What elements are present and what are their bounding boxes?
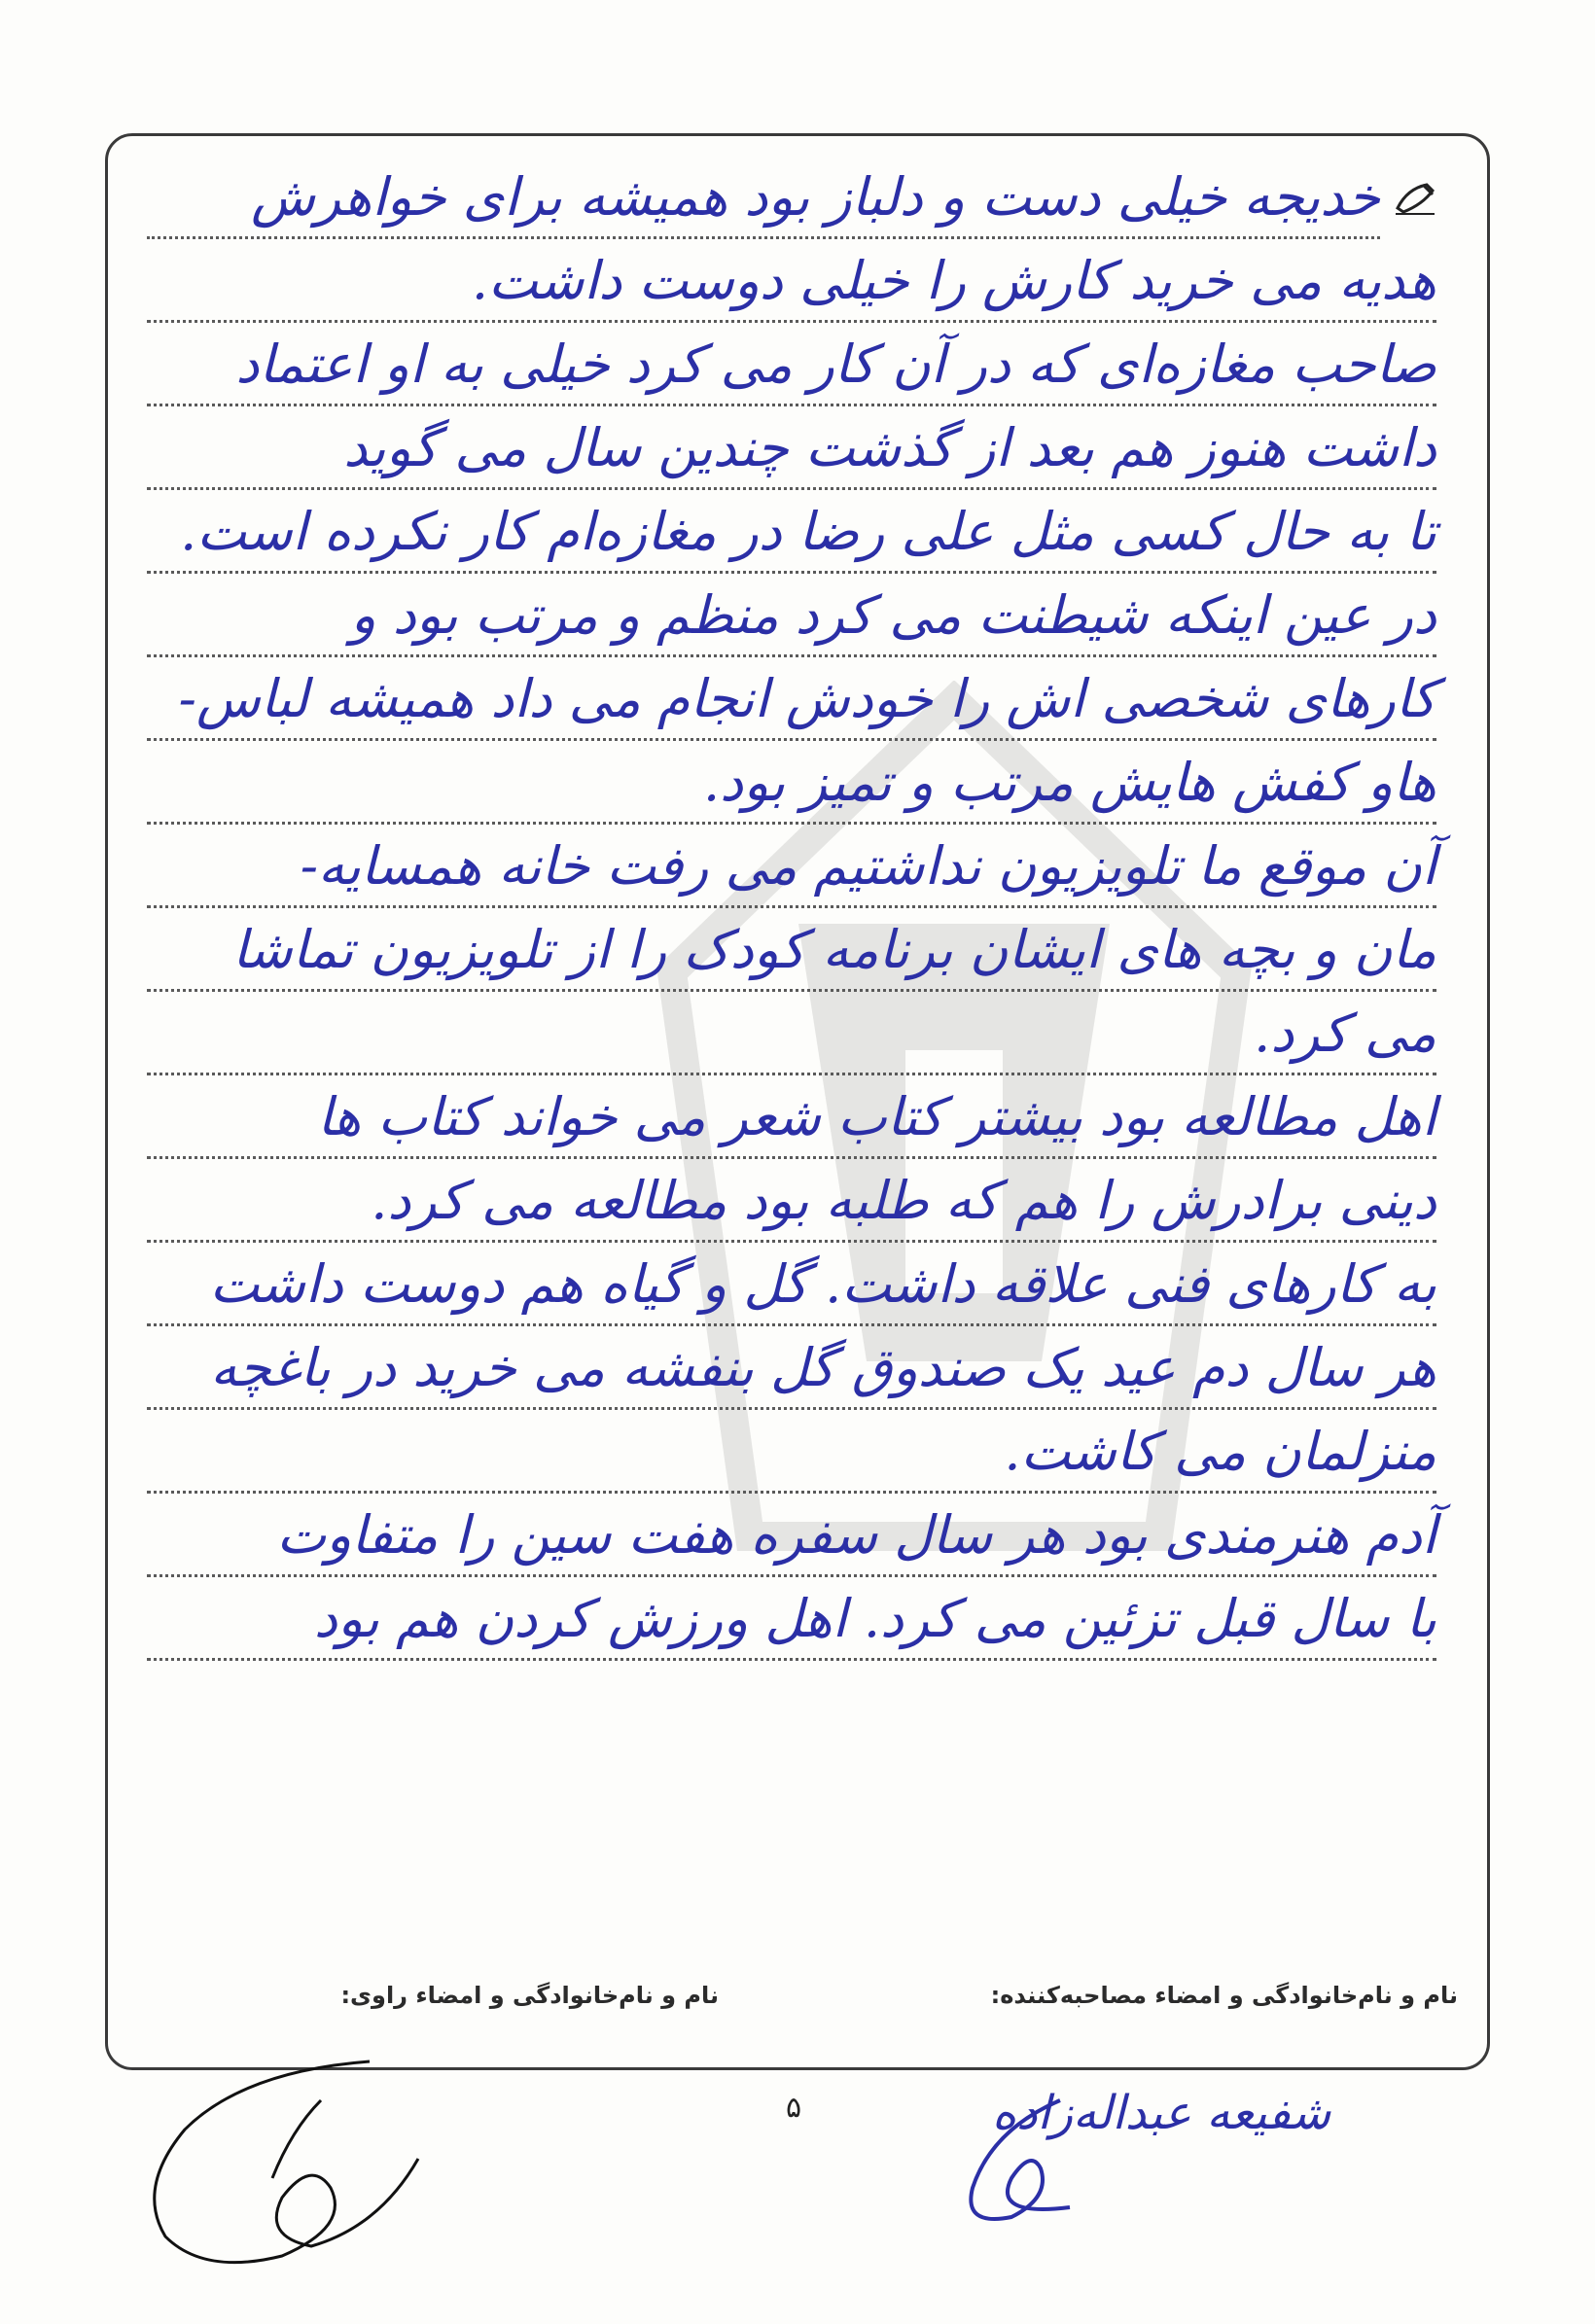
handwritten-line: منزلمان می کاشت. (147, 1410, 1436, 1494)
handwritten-line: دینی برادرش را هم که طلبه بود مطالعه می کرد. (147, 1159, 1436, 1243)
handwritten-line: هدیه می خرید کارش را خیلی دوست داشت. (147, 239, 1436, 323)
handwritten-line: داشت هنوز هم بعد از گذشت چندین سال می گوید (147, 406, 1436, 490)
handwritten-line: تا به حال کسی مثل علی رضا در مغازه‌ام کار نکرده است. (147, 490, 1436, 574)
pen-writing-icon (1394, 179, 1436, 218)
interviewer-label: نام و نام‌خانوادگی و امضاء مصاحبه‌کننده: (990, 1982, 1458, 2009)
narrator-signature (126, 2042, 438, 2295)
handwritten-line: به کارهای فنی علاقه داشت. گل و گیاه هم دوست داشت (147, 1243, 1436, 1326)
handwritten-line: کارهای شخصی اش را خودش انجام می داد همیشه لباس- (147, 657, 1436, 741)
page-number: ۵ (786, 2091, 802, 2125)
handwritten-line: صاحب مغازه‌ای که در آن کار می کرد خیلی به او اعتماد (147, 323, 1436, 406)
page-frame (105, 133, 1490, 2070)
interviewer-signature-name: شفیعه عبداله‌زاده (992, 2086, 1331, 2140)
handwritten-line: هر سال دم عید یک صندوق گل بنفشه می خرید در باغچه (147, 1326, 1436, 1410)
handwritten-line: آن موقع ما تلویزیون نداشتیم می رفت خانه همسایه- (147, 825, 1436, 908)
handwritten-line: هاو کفش هایش مرتب و تمیز بود. (147, 741, 1436, 825)
handwritten-line: مان و بچه های ایشان برنامه کودک را از تلویزیون تماشا (147, 908, 1436, 992)
handwritten-line: اهل مطالعه بود بیشتر کتاب شعر می خواند کتاب ها (147, 1075, 1436, 1159)
interviewer-signature (934, 2091, 1128, 2246)
handwritten-line: در عین اینکه شیطنت می کرد منظم و مرتب بود و (147, 574, 1436, 657)
handwritten-line: خدیجه خیلی دست و دلباز بود همیشه برای خواهرش (147, 156, 1380, 239)
handwritten-line: با سال قبل تزئین می کرد. اهل ورزش کردن هم بود (147, 1577, 1436, 1661)
signature-labels (108, 1982, 1487, 2040)
narrator-label: نام و نام‌خانوادگی و امضاء راوی: (340, 1982, 719, 2009)
handwritten-line: می کرد. (147, 992, 1436, 1075)
handwritten-line: آدم هنرمندی بود هر سال سفره هفت سین را متفاوت (147, 1494, 1436, 1577)
